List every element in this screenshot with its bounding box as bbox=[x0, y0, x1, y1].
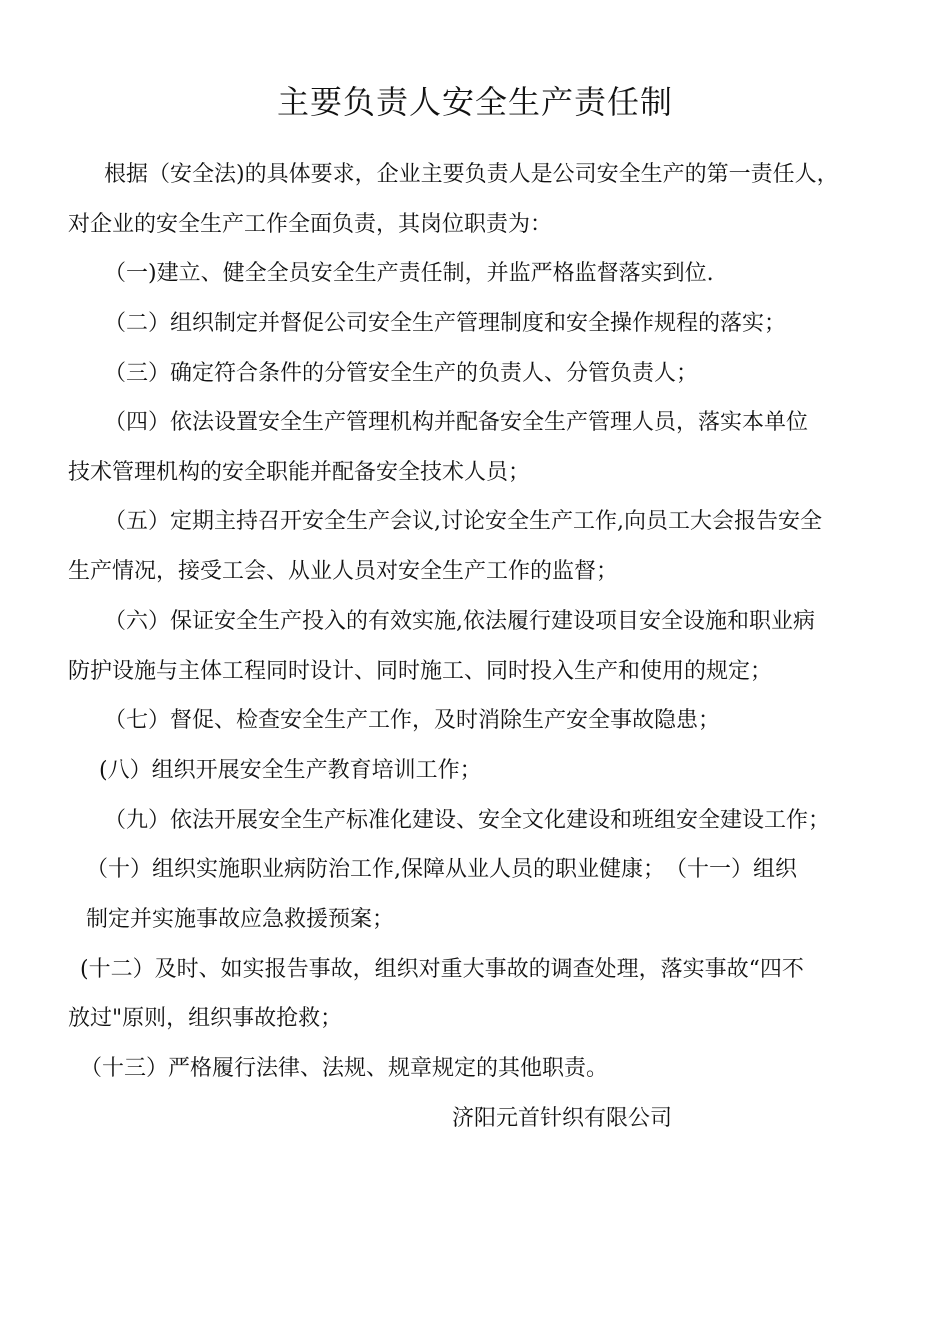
clause-4-cont: 技术管理机构的安全职能并配备安全技术人员； bbox=[68, 460, 531, 485]
clause-5-cont: 生产情况，接受工会、从业人员对安全生产工作的监督； bbox=[68, 559, 619, 584]
clause-10-11: （十）组织实施职业病防治工作,保障从业人员的职业健康； （十一）组织 bbox=[86, 857, 797, 882]
clause-6: （六）保证安全生产投入的有效实施,依法履行建设项目安全设施和职业病 bbox=[104, 609, 815, 634]
body-line: 根据（安全法)的具体要求，企业主要负责人是公司安全生产的第一责任人， bbox=[104, 162, 839, 187]
clause-7: （七）督促、检查安全生产工作，及时消除生产安全事故隐患； bbox=[104, 708, 721, 733]
clause-11-cont: 制定并实施事故应急救援预案； bbox=[86, 907, 395, 932]
clause-9: （九）依法开展安全生产标准化建设、安全文化建设和班组安全建设工作； bbox=[104, 808, 831, 833]
clause-2: （二）组织制定并督促公司安全生产管理制度和安全操作规程的落实； bbox=[104, 311, 787, 336]
body-line: 对企业的安全生产工作全面负责，其岗位职责为： bbox=[68, 212, 553, 237]
document-title: 主要负责人安全生产责任制 bbox=[276, 83, 673, 121]
clause-1: （一)建立、健全全员安全生产责任制，并监严格监督落实到位. bbox=[104, 261, 714, 286]
clause-12-cont: 放过"原则，组织事故抢救； bbox=[68, 1006, 343, 1031]
clause-8: (八）组织开展安全生产教育培训工作； bbox=[99, 758, 482, 783]
clause-13: （十三）严格履行法律、法规、规章规定的其他职责。 bbox=[80, 1056, 609, 1081]
clause-6-cont: 防护设施与主体工程同时设计、同时施工、同时投入生产和使用的规定； bbox=[68, 659, 773, 684]
clause-3: （三）确定符合条件的分管安全生产的负责人、分管负责人； bbox=[104, 361, 699, 386]
company-signature: 济阳元首针织有限公司 bbox=[452, 1106, 673, 1131]
clause-12: (十二）及时、如实报告事故，组织对重大事故的调查处理，落实事故“四不 bbox=[80, 957, 804, 982]
clause-4: （四）依法设置安全生产管理机构并配备安全生产管理人员，落实本单位 bbox=[104, 410, 809, 435]
clause-5: （五）定期主持召开安全生产会议,讨论安全生产工作,向员工大会报告安全 bbox=[104, 509, 822, 534]
